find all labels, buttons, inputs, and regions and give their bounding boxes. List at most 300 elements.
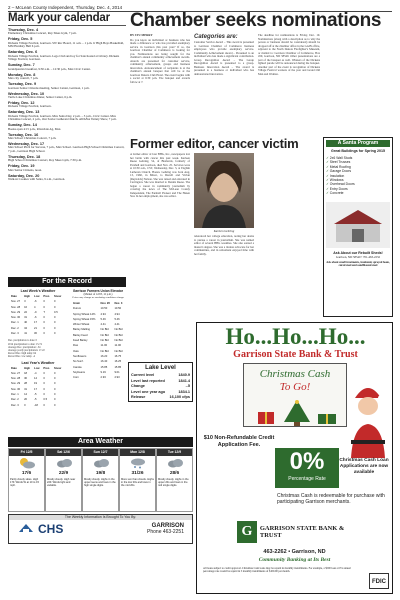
bank-phone: 463-2262 • Garrison, ND (263, 549, 326, 555)
lake-value: -.5 (185, 384, 190, 389)
santa-ad-item-label: Garage Doors (329, 169, 352, 174)
calendar-day-events: High School Christmas Concert, Roy Sikes Gym, 7:30 p.m. (8, 158, 82, 163)
table-cell: 30 (34, 332, 38, 336)
table-cell: 21 (34, 326, 38, 330)
sponsor-city: GARRISON (151, 523, 184, 529)
table-cell: Sunflowers (73, 354, 87, 358)
table-cell: 19 (34, 382, 38, 386)
bank-headline: Ho...Ho...Ho... (225, 324, 366, 349)
grain-row (72, 344, 124, 347)
calendar-day-heading: Wednesday, Dec. 10 (8, 91, 45, 96)
table-cell: -5 (34, 393, 37, 397)
table-cell: 0.5 (54, 310, 58, 314)
calendar-section (8, 12, 126, 182)
table-cell: No Bid (100, 328, 109, 332)
last-year-row (10, 398, 62, 401)
calendar-day-heading: Tuesday, Dec. 16 (8, 132, 39, 137)
table-cell: 41 (24, 332, 28, 336)
partly-cloudy-icon (9, 456, 44, 470)
last-year-row (10, 388, 62, 391)
table-cell: 10.50 (114, 307, 122, 311)
bank-logo (237, 515, 357, 549)
lake-value: 16,100 cfps (169, 395, 190, 400)
record-title: For the Record (8, 277, 126, 287)
calendar-day-heading: Saturday, Dec. 13 (8, 110, 40, 115)
bank-logo-icon: G (237, 521, 257, 543)
obit-photo-caption: Karleen Gehring (213, 229, 235, 233)
table-cell: 0 (54, 398, 56, 402)
obit-body: A former editor of four BHG, Inc., newspapers lost her battle with cancer this past week. Karleen Reese Gehring, 54, of Bismarck, formerly of Parshall and Garrison, died Nov. 25. Services were at 10:30 a.m., CST, Wednesday, Dec. 3, at English Lutheran Church, Hazen. Gehring was born Aug. 13, 1960, in Minot, to Darrell and Vivian (Reynolds) Nelson. She was raised and educated in Carrington. She was married to Dennis Reese. The began a career in community journalism by covering the news of The McLean County Independent, The Parshall Pioneer and The Hazen Star. In her employment, she was editor. (130, 153, 190, 198)
table-cell: 0 (43, 300, 45, 304)
table-header-cell: Prec. (43, 366, 50, 370)
table-cell: 0 (54, 316, 56, 320)
table-cell: 14 (34, 377, 38, 381)
lake-label: Change (131, 384, 145, 389)
lake-title: Lake Level (145, 365, 176, 371)
lake-label: Level one year ago (131, 389, 166, 394)
table-cell: No Bid (114, 328, 123, 332)
table-cell: 4.94 (100, 312, 106, 316)
bank-logo-text: GARRISON STATE BANK & TRUST (259, 524, 345, 539)
santa-ad-contact: Garrison, ND 58540 • 701-463-2232 (335, 254, 381, 259)
table-cell: 0 (54, 305, 56, 309)
table-cell: 5.46 (114, 317, 120, 321)
calendar-day-heading: Thursday, Dec. 18 (8, 155, 41, 160)
santa-ad-footer: Ask About our Rebuilt Sheds! (333, 250, 383, 255)
forecast-text: Partly cloudy skies. High 17F. Winds W at 10 to 15 mph. (10, 478, 39, 488)
forecast-day-label: Sat 12/6 (46, 449, 81, 456)
calendar-day-events: Dickens Village Festival, Garrison. Max Santa Day, 2 p.m. – 3 p.m., Civic Center. Max Christmas Concert, 2 p.m., Our Savior Lutheran Church. AWANA Variety Show, 7 p.m. (8, 113, 117, 122)
santa-ad-item-label: Insulation (329, 173, 345, 178)
table-cell: Dec. 3 (11, 332, 19, 336)
forecast-day (82, 448, 119, 512)
table-cell: No Bid (100, 333, 109, 337)
promo-left: $10 Non-Refundable Credit Application Fee. (203, 435, 275, 448)
forecast-day (45, 448, 82, 512)
table-cell: 18 (24, 371, 28, 375)
table-header-cell: Dec. 3 (114, 302, 123, 305)
table-cell: 14 (24, 393, 28, 397)
check-icon: ✓ (326, 164, 330, 169)
table-cell: 0 (54, 382, 56, 386)
sponsor-name: CHS (38, 522, 64, 536)
santa-ad-item-label: Metal Roofing (329, 164, 351, 169)
lake-value: 1834.1 (178, 389, 190, 394)
check-icon: ✓ (326, 182, 330, 187)
table-cell: Nov. 30 (11, 387, 21, 391)
santa-ad-item-label: 2x6 Wall Studs (329, 156, 353, 160)
forecast-temps: 17/6 (21, 471, 32, 476)
obit-body-right-col (194, 235, 254, 318)
calendar-day-heading: Sunday, Dec. 14 (8, 123, 37, 128)
cloudy-icon (46, 456, 81, 470)
table-cell: 20 (24, 398, 28, 402)
table-cell: Barley Malting (73, 328, 91, 332)
forecast-text: Mostly cloudy. Highs in the upper teens and lows in the high single digits. (84, 478, 116, 488)
portrait-image (194, 153, 254, 228)
last-week-row (10, 300, 62, 303)
table-cell: 0 (43, 321, 45, 325)
redeem-text: Christmas Cash is redeemable for purchase with participating Garrison merchants. (277, 493, 385, 506)
chamber-byline: BY STU MERRY (130, 33, 153, 37)
table-cell: 5.46 (100, 317, 106, 321)
santa-ad-item-label: Overhead Doors (329, 182, 355, 187)
forecast-day-label: Tue 12/9 (157, 449, 192, 456)
table-cell: 0 (54, 377, 56, 381)
check-icon: ✓ (326, 160, 330, 165)
table-cell: 10.50 (100, 307, 108, 311)
grain-row (72, 318, 124, 321)
check-icon: ✓ (326, 178, 330, 183)
table-cell: 0 (24, 403, 26, 407)
last-week-row (10, 316, 62, 319)
table-cell: 0 (54, 321, 56, 325)
santa-ad-tagline: Ask about small treatments, insulated, sprayed foam, cured steel and sandblasted steel (326, 260, 390, 267)
card-subtitle: To Go! (279, 381, 311, 393)
precip-note: Record Dec. high temp: 64 (8, 352, 37, 356)
table-cell: 4 (34, 305, 36, 309)
table-cell: 0 (43, 382, 45, 386)
last-year-row (10, 393, 62, 396)
santa-icon (347, 378, 389, 458)
table-cell: 0 (43, 377, 45, 381)
table-header-cell: Prec. (43, 295, 50, 298)
table-cell: Soybeans (73, 370, 85, 374)
grain-row (72, 339, 124, 342)
table-header-cell: Snow (54, 366, 62, 370)
table-cell: 28 (24, 382, 28, 386)
calendar-day-heading: Friday, Dec. 12 (8, 100, 35, 105)
table-cell: 0 (54, 300, 56, 304)
table-cell: 31 (24, 387, 28, 391)
table-cell: 22 (24, 310, 28, 314)
table-cell: 0 (43, 403, 45, 407)
bank-fine-print: All loans subject to credit approval. Christmas Cash loans may be repaid in monthly installments. For example, a $500 loan at 0% annual percentage rate would be repaid in 5 monthly installments of $100.00 per month. (203, 567, 351, 574)
forecast-day-label: Mon 12/8 (120, 449, 155, 456)
table-cell: 11.00 (114, 344, 121, 348)
last-week-row (10, 327, 62, 330)
forecast-temps: 19/8 (95, 471, 106, 476)
table-cell: No Bid (114, 333, 123, 337)
last-week-row (10, 321, 62, 324)
precip-note: 2014 precipitation to date: 15.74 (8, 342, 42, 346)
elevator-sub: (Market of 12/03, 12 p.m.) (83, 293, 113, 296)
last-year-table (8, 365, 64, 409)
santa-ad-item (326, 191, 390, 195)
table-cell: Corn (73, 376, 79, 380)
table-cell: Oats (73, 349, 79, 353)
table-cell: 30 (24, 377, 28, 381)
table-cell: Nov. 28 (11, 377, 21, 381)
weather-sponsor (8, 514, 193, 544)
table-header-cell: Grain (73, 302, 81, 305)
table-cell: 16.75 (114, 354, 122, 358)
lake-row (131, 395, 190, 401)
table-header-cell: Low (34, 366, 40, 370)
lake-level-box (128, 362, 193, 402)
table-cell: Flax (73, 344, 79, 348)
table-cell: 31 (24, 316, 28, 320)
table-cell: 34 (24, 326, 28, 330)
precip-notes (8, 339, 68, 358)
table-cell: 17 (34, 321, 38, 325)
table-cell: Dec. 2 (11, 326, 19, 330)
christmas-tree-icon (252, 398, 342, 426)
calendar-day-events: Max Senior Citizens, noon. (8, 167, 42, 172)
table-cell: 3 (24, 300, 26, 304)
table-cell: 16.25 (114, 360, 122, 364)
check-icon: ✓ (326, 169, 330, 174)
table-cell: Feed Barley (73, 339, 88, 343)
precip-note: Dec. precipitation to date: 0 (8, 339, 37, 343)
categories-body: Customer Service Award – This award is presented to Garrison Chamber of Commerce business employees who provide exemplary service. Community Achievement Award – Presented to an individual who has made a significant contribution. Group Recognition Award – The Group Recognition Award is presented to a group. Business Innovation Award – The award is presented to a business or individual who has demonstrated innovation. (194, 40, 254, 76)
table-cell: Winter Wheat (73, 323, 90, 327)
bank-ad (196, 322, 393, 594)
rate-label: Percentage Rate (288, 476, 326, 482)
table-cell: 4.41 (100, 323, 106, 327)
fdic-logo-icon: FDIC (369, 573, 389, 589)
check-icon: ✓ (326, 156, 330, 160)
table-cell: -6 (34, 316, 37, 320)
table-cell: 0 (43, 371, 45, 375)
cloudy-icon (157, 456, 192, 470)
table-cell: 0 (43, 387, 45, 391)
calendar-day-events: Max School Christmas Concert, 7 p.m. (8, 136, 57, 141)
bank-slogan: Community Banking at Its Best (258, 557, 331, 563)
grain-table (70, 300, 126, 381)
elevator-note: Prices may change as marketing conditions change (72, 296, 124, 299)
chamber-headline: Chamber seeks nominations (130, 10, 382, 31)
table-header-cell: High (24, 366, 31, 370)
lake-label: Level last reported (131, 378, 165, 383)
chs-logo-icon (17, 522, 35, 536)
grain-row (72, 334, 124, 337)
table-cell: 2.93 (100, 376, 106, 380)
table-cell: 0 (54, 387, 56, 391)
grain-row (72, 307, 124, 310)
calendar-title: Mark your calendar (8, 12, 126, 26)
building-icon (330, 206, 386, 244)
table-cell: 17 (34, 387, 38, 391)
table-cell: 2.93 (114, 376, 120, 380)
santa-ad-item-label: Concrete (329, 191, 344, 196)
chamber-body-col-3 (258, 34, 320, 134)
forecast-day-label: Fri 12/5 (9, 449, 44, 456)
page-header-text: 2 – McLean County Independent, Thursday, Dec. 4, 2014 (8, 5, 123, 10)
table-cell: -5 (34, 398, 37, 402)
elevator-title: Garrison Farmers Union Elevator (72, 289, 124, 293)
table-cell: 0 (43, 316, 45, 320)
table-cell: No Bid (114, 339, 123, 343)
table-cell: No Bid (100, 349, 109, 353)
calendar-day-heading: Friday, Dec. 19 (8, 164, 35, 169)
forecast-day (8, 448, 45, 512)
forecast-day (119, 448, 156, 512)
table-cell: 0 (54, 332, 56, 336)
last-week-table (8, 293, 64, 337)
table-cell: 0 (43, 332, 45, 336)
santa-ad-subtitle: Great Buildings for Spring 2015 (331, 149, 385, 153)
sponsor-phone: Phone 463-2251 (147, 529, 184, 535)
cloudy-icon (83, 456, 118, 470)
forecast-text: Mostly cloudy. Highs in the upper 20s and lows in the mid single digits. (158, 478, 189, 488)
table-cell: -4 (34, 371, 37, 375)
table-cell: 4.41 (114, 323, 120, 327)
forecast-text: Mostly cloudy. High near 22F. Winds light and variable. (47, 478, 76, 488)
obit-body-right: referenced her college education, noting her desire to pursue a career in journalism. She was named editor of several BHG weeklies. She also earned a master's degree. She was a tireless advocate for her communities, and in retirement enjoyed time with her family. (194, 235, 254, 256)
table-cell: Nov. 27 (11, 300, 21, 304)
chamber-body-1: Do you know an individual or business who has made a difference or who has provided exemplary service in Garrison this past year? If so, the Garrison Chamber of Commerce is looking for you. Nominations are being sought for the chamber's annual community achievement awards. Awards are presented for customer service, community achievement, groups and business innovation. Announcement of recipients is at the chamber's annual banquet that will be at the Garrison Dakota Club Hotel. The event begins with a social at 6:30 p.m. The banquet and awards follow at 7. (130, 37, 190, 84)
table-cell: -9 (34, 310, 37, 314)
calendar-day-heading: Monday, Dec. 8 (8, 72, 36, 77)
grain-row (72, 376, 124, 379)
forecast-temps: 31/26 (131, 471, 144, 476)
forecast-day-label: Sun 12/7 (83, 449, 118, 456)
table-cell: 0 (43, 305, 45, 309)
table-cell: Nov. 30 (11, 316, 21, 320)
calendar-day-events: Turtle Lake Christmas dinner, Senior Center, 6 p.m. (8, 94, 73, 99)
forecast-temps: 28/6 (169, 471, 180, 476)
check-icon: ✓ (326, 191, 330, 196)
table-cell: No Bid (114, 349, 123, 353)
last-year-title: Last Year's Weather (21, 360, 55, 365)
calendar-day-events: Grandparents breakfast, 9:30 a.m. – 12:30 p.m., Max Civic Center. (8, 66, 91, 71)
table-cell: -6 (34, 300, 37, 304)
santa-ad-item-label: Windows (329, 178, 344, 183)
table-cell: 0 (43, 326, 45, 330)
lake-value: 1840.9 (178, 373, 190, 377)
lake-label: Current level (131, 373, 155, 377)
calendar-day-heading: Saturday, Dec. 20 (8, 173, 40, 178)
forecast-temps: 22/9 (58, 471, 69, 476)
table-cell: Canola (73, 365, 82, 369)
grain-row (72, 313, 124, 316)
precip-note: Average yearly precipitation: 17.22 (8, 348, 45, 352)
promo-right: Christmas Cash Loan Applications are now available (339, 458, 389, 475)
sponsor-label: The Weekly Information Is Brought To You By: (9, 515, 192, 520)
santa-program-ad (323, 137, 393, 317)
calendar-day-heading: Tuesday, Dec. 9 (8, 82, 37, 87)
table-cell: 0 (43, 393, 45, 397)
table-header-cell: Snow (54, 295, 62, 298)
table-cell: 0 (54, 393, 56, 397)
rate-badge (275, 448, 339, 488)
table-cell: Dec. 2 (11, 398, 19, 402)
snow-icon (120, 456, 155, 470)
calendar-day-events: Elementary Christmas Concert, Roy Sikes Gym, 7 p.m. (8, 31, 77, 36)
christmas-card (243, 363, 347, 427)
obit-body-col (130, 153, 190, 318)
lake-label: Release (131, 395, 146, 400)
santa-ad-item-label: Steel Trusses (329, 160, 351, 165)
santa-ad-item-label: Entry Doors (329, 186, 348, 191)
grain-row (72, 360, 124, 363)
calendar-list (8, 28, 126, 182)
calendar-day-events: Dickens Village Festival, Garrison. (8, 104, 52, 109)
forecast-text: More sun than clouds. Highs in the low 30s and lows in the mid 20s. (121, 478, 154, 488)
last-year-row (10, 404, 62, 407)
chamber-categories-col (194, 34, 254, 76)
calendar-day-events: Max city council, 7 p.m. (8, 76, 39, 81)
last-year-row (10, 382, 62, 385)
table-cell: 0 (54, 371, 56, 375)
table-header-cell: Date (11, 366, 17, 370)
calendar-day-heading: Friday, Dec. 5 (8, 37, 33, 42)
calendar-day-events: Max School Pitch for Success, 7 p.m., Max School. Garrison High School Christmas Concert, 7 p.m., Garrison High School. (8, 145, 125, 154)
table-cell: Nov. 28 (11, 305, 21, 309)
lake-value: 1841.4 (178, 378, 190, 383)
forecast-row (8, 448, 193, 512)
calendar-day-events: Dickens Village Festival, Garrison. SW Rec Board, 11 a.m. – 1 p.m. Jr High Boys Basketball, MSI Hardisty Hall 6 p.m. (8, 40, 125, 49)
table-cell: Barley Feed (73, 333, 88, 337)
grain-row (72, 323, 124, 326)
forecast-day (156, 448, 193, 512)
area-weather-title: Area Weather (8, 437, 193, 447)
bank-name-line: Garrison State Bank & Trust (233, 349, 358, 360)
table-header-cell: High (24, 295, 31, 298)
table-cell: Spring Wheat 15% (73, 317, 96, 321)
table-cell: Dec. 3 (11, 403, 19, 407)
table-cell: 9.19 (100, 370, 106, 374)
chamber-byline-col (130, 34, 190, 84)
last-week-row (10, 332, 62, 335)
table-cell: 16 (24, 305, 28, 309)
chamber-body-2: The deadline for nominations is Friday, Dec. 19. Nominations (along with a description as to why the person or business should be considered) should be dropped off at the chamber office in the GAIN office, adjacent to the North Dakota Firefighter's Museum, or mailed to: Garrison Chamber of Commerce, Box 459, Garrison, ND 58540. Other presentations are a part of the banquet as well. Winners of the Dickens lighted parade will be announced during the banquet. Another part of the event is recognition of Dickens Village Festival workers of the year and Grand Old Man and Woman. (258, 34, 320, 76)
table-cell: 9.01 (114, 370, 120, 374)
calendar-day-events: Walk-in Cookies with Santa, 9 a.m., Garrison. (8, 177, 66, 182)
check-icon: ✓ (326, 186, 330, 191)
last-year-row (10, 377, 62, 380)
table-cell: Nov. 29 (11, 382, 21, 386)
calendar-day-heading: Thursday, Dec. 4 (8, 28, 39, 32)
calendar-day-heading: Saturday, Dec. 6 (8, 50, 38, 55)
table-cell: 16.40 (100, 360, 108, 364)
table-header-cell: Date (11, 295, 17, 298)
obit-headline: Former editor, cancer victim (130, 136, 299, 151)
precip-note: Record Dec. low temp: -4 (8, 355, 35, 359)
obit-photo (194, 153, 254, 228)
table-cell: 4.94 (114, 312, 120, 316)
grain-row (72, 350, 124, 353)
grain-row (72, 366, 124, 369)
last-year-row (10, 372, 62, 375)
calendar-day-heading: Wednesday, Dec. 17 (8, 142, 45, 147)
table-cell: Nov. 29 (11, 310, 21, 314)
table-cell: No Sunf. (73, 360, 84, 364)
table-header-cell: Nov. 26 (100, 302, 110, 305)
table-cell: 15.85 (114, 365, 122, 369)
calendar-day-events: Garrison Senior Citizens meeting, Senior Center, Garrison, 1 p.m. (8, 85, 90, 90)
table-cell: 0.5 (43, 398, 48, 402)
table-cell: -18 (34, 403, 38, 407)
grain-row (72, 371, 124, 374)
table-cell: 15.85 (100, 365, 108, 369)
table-cell: 11.00 (100, 344, 108, 348)
table-cell: Dec. 1 (11, 321, 19, 325)
last-week-title: Last Week's Weather (20, 289, 56, 293)
rate-value: 0% (289, 448, 325, 475)
last-week-row (10, 306, 62, 309)
check-icon: ✓ (326, 173, 330, 178)
categories-title: Categories are: (194, 34, 238, 40)
calendar-day-events: Dickens Village Festival, Garrison. Lego Club and toy for Sale hosted at Library. Dickens Village Festival, Garrison. (8, 53, 120, 62)
last-week-row (10, 311, 62, 314)
grain-row (72, 355, 124, 358)
last-week-weather (8, 289, 68, 409)
grain-row (72, 328, 124, 331)
table-cell: No Bid (100, 339, 109, 343)
table-cell: 16.20 (100, 354, 108, 358)
